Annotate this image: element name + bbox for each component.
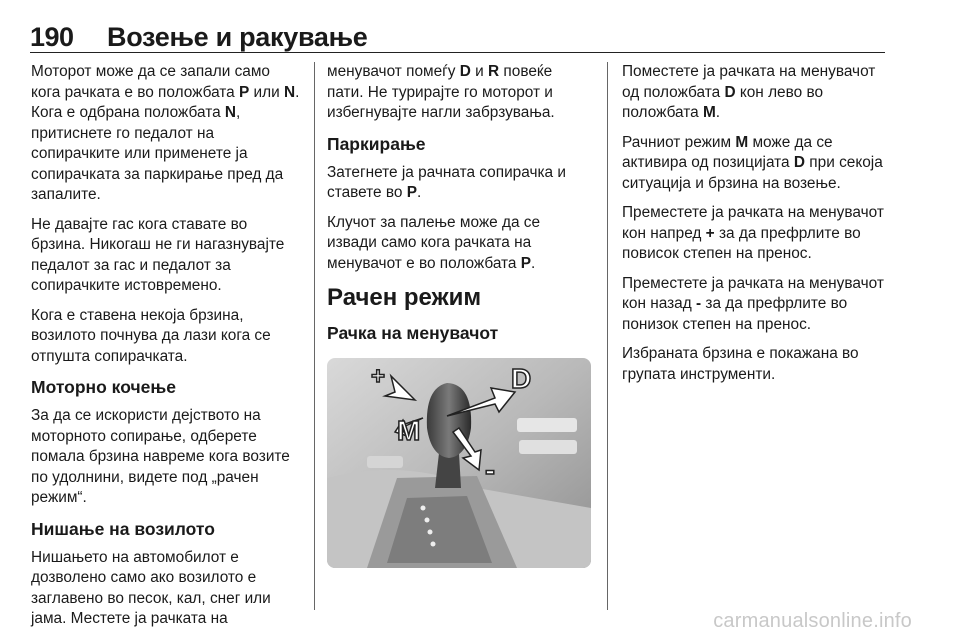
paragraph: Клучот за палење може да се извади само кога рачката на менувачот е во положбата P. [327, 213, 541, 272]
column-3 [622, 62, 892, 394]
label-d: D [511, 363, 532, 394]
paragraph: Поместете ја рачката на менувачот од положбата D кон лево во положбата M. [622, 63, 876, 121]
chapter-heading: Рачен режим [327, 284, 482, 311]
paragraph: Нишањето на автомобилот е дозволено само ако возилото е заглавено во песок, кал, снег или јама. Местете ја рачката на [31, 548, 271, 627]
paragraph: Моторот може да се запали само кога рачката е во положбата P или N. Кога е одбрана положбата N, притиснете го педалот на сопирачките или применете ја сопирачката за паркирање пред да запалите. [31, 63, 300, 203]
paragraph: менувачот помеѓу D и R повеќе пати. Не турирајте го моторот и избегнувајте нагли забрзувања. [327, 63, 555, 121]
paragraph: Затегнете ја рачната сопирачка и ставете во P. [327, 163, 566, 201]
section-heading: Нишање на возилото [31, 518, 215, 539]
gear-lever-figure [327, 358, 591, 568]
page-number: 190 [30, 22, 74, 52]
section-heading: Рачка на менувачот [327, 323, 499, 343]
paragraph: Кога е ставена некоја брзина, возилото почнува да лази кога се отпушта сопирачката. [31, 306, 271, 365]
column-divider [607, 62, 608, 610]
paragraph: Не давајте гас кога ставате во брзина. Никогаш не ги нагазнувајте педалот за гас и педалот за сопирачките истовремено. [31, 215, 285, 294]
section-heading: Моторно кочење [31, 377, 176, 397]
page-header [30, 22, 885, 53]
paragraph: Преместете ја рачката на менувачот кон назад - за да префрлите во понизок степен на пренос. [622, 274, 884, 333]
gear-lever-illustration [327, 358, 591, 568]
label-minus: - [485, 454, 495, 487]
column-1 [31, 62, 301, 639]
label-plus: + [371, 363, 386, 390]
paragraph: Преместете ја рачката на менувачот кон напред + за да префрлите во повисок степен на пренос. [622, 204, 884, 262]
watermark: carmanualsonline.info [713, 610, 912, 632]
column-2 [327, 62, 592, 568]
paragraph: Рачниот режим M може да се активира од позицијата D при секоја ситуација и брзина на возење. [622, 133, 883, 192]
column-divider [314, 62, 315, 610]
label-m: M [397, 415, 421, 446]
section-heading: Паркирање [327, 133, 426, 154]
paragraph: За да се искористи дејството на моторното сопирање, одберете помала брзина навреме кога возите по удолнини, видете под „рачен режим“. [31, 407, 290, 506]
page-title: Возење и ракување [107, 22, 368, 52]
paragraph: Избраната брзина е покажана во групата инструменти. [622, 345, 859, 383]
